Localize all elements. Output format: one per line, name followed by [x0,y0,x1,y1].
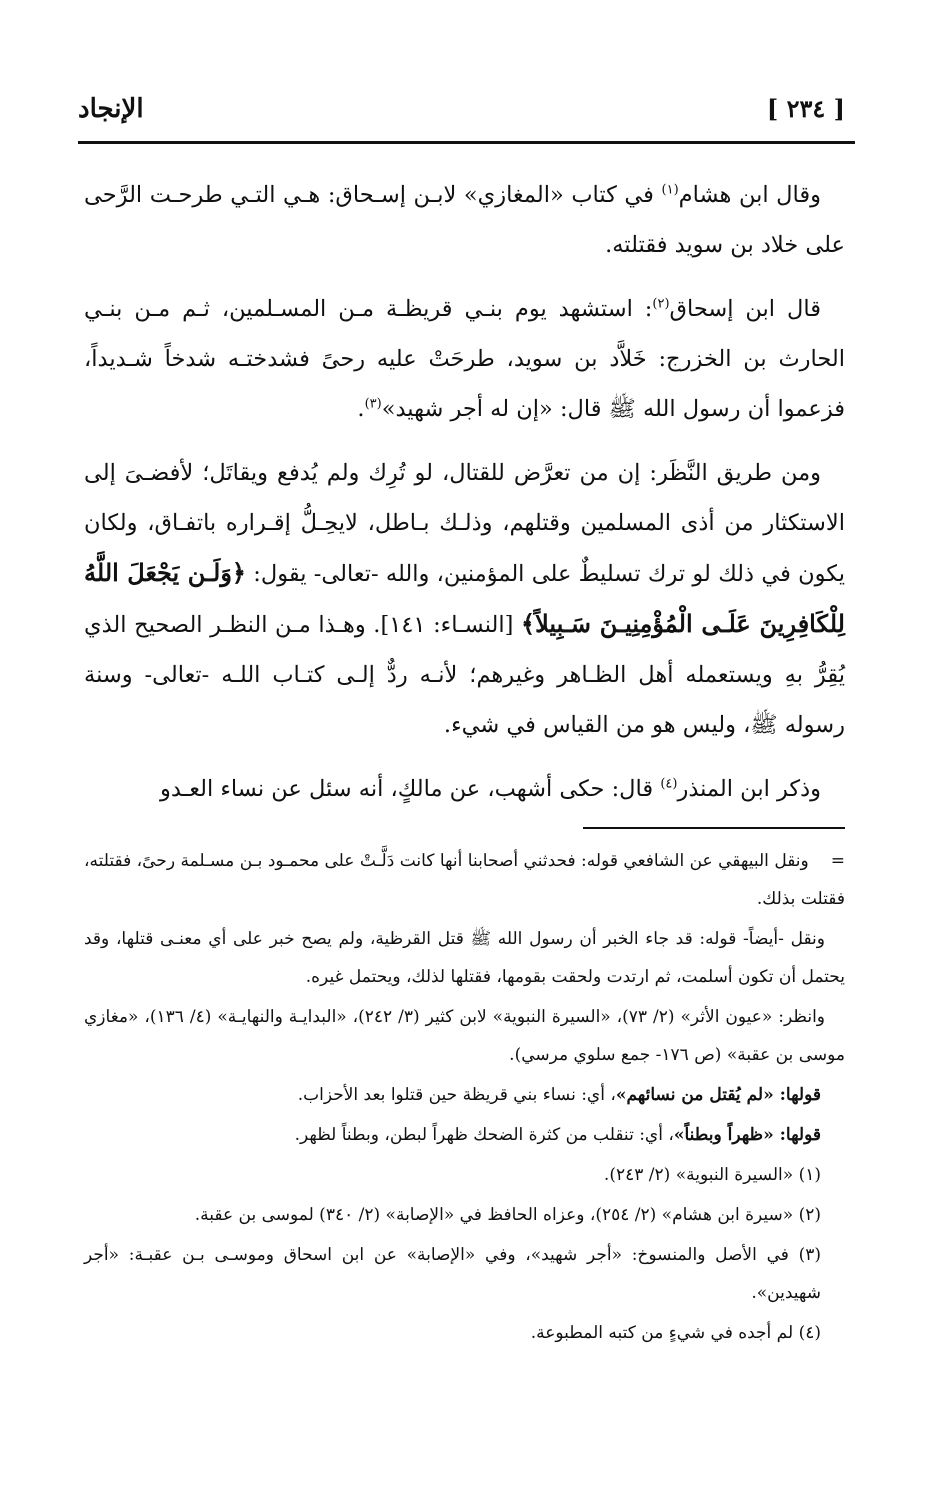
running-title: الإنجاد [78,94,144,124]
footnote-continued-3: وانظر: «عيون الأثر» (٢/ ٧٣)، «السيرة النبوية» لابن كثير (٣/ ٢٤٢)، «البدايـة والنهايـة» (٤/ ١٣٦)، «مغازي موسى بن عقبة» (ص ١٧٦- جمع سلوي مرسي). [84,1007,845,1065]
paragraph-1: وقال ابن هشام$^{(١)}$ في كتاب «المغازي» لابـن إسـحاق: هـي التـي طرحـت الرَّحى على خلاد بن سويد فقتلته. [84,182,845,258]
footnote-2: (٢) «سيرة ابن هشام» (٢/ ٢٥٤)، وعزاه الحافظ في «الإصابة» (٢/ ٣٤٠) لموسى بن عقبة. [194,1205,821,1225]
page-header [78,92,855,132]
footnote-4: (٤) لم أجده في شيءٍ من كتبه المطبوعة. [530,1323,821,1343]
book-page [78,0,855,1490]
paragraph-2: قال ابن إسحاق$^{(٢)}$: استشهد يوم بنـي قريظـة مـن المسـلمين، ثـم مـن بنـي الحارث بن الخزرج: خَلاَّد بن سويد، طرحَتْ عليه رحىً فشدختـه شدخاً شـديداً، فزعموا أن رسول الله ﷺ قال: «إن له أجر شهيد»$^{(٣)}$. [84,296,845,422]
main-text [84,170,845,828]
footnote-gloss-1: قولها: «لم يُقتل من نسائهم»، أي: نساء بني قريظة حين قتلوا بعد الأحزاب. [297,1085,821,1105]
footnote-3: (٣) في الأصل والمنسوخ: «أجر شهيد»، وفي «الإصابة» عن ابن اسحاق وموسـى بـن عقبـة: «أجر شهيدين». [84,1245,821,1303]
paragraph-3: ومن طريق النَّظَر: إن من تعرَّض للقتال، لو تُرِك ولم يُدفع ويقاتَل؛ لأفضـىَ إلى الاستكثار من أذى المسلمين وقتلهم، وذلـك بـاطل، لايحِـلُّ إقـراره باتفـاق، ولكان يكون في ذلك لو ترك تسليطٌ على المؤمنين، والله -تعالى- يقول: ﴿وَلَـن يَجْعَلَ اللَّهُ لِلْكَافِرِينَ عَلَـى الْمُؤْمِنِيـنَ سَـبِيلاً﴾ [النسـاء: ١٤١]. وهـذا مـن النظـر الصحيح الذي يُقِرُّ بهِ ويستعمله أهل الظـاهر وغيرهم؛ لأنـه ردٌّ إلـى كتـاب اللـه -تعالى- وسنة رسوله ﷺ، وليس هو من القياس في شيء. [84,460,845,738]
footnote-ref-3[interactable]: (٣) [364,396,382,412]
paragraph-4: وذكر ابن المنذر$^{(٤)}$ قال: حكى أشهب، عن مالكٍ، أنه سئل عن نساء العـدو [159,776,821,802]
page-number: [ ٢٣٤ ] [766,94,845,123]
footnote-ref-2[interactable]: (٢) [652,296,670,312]
footnotes [84,842,845,1354]
footnote-continued-2: ونقل -أيضاً- قوله: قد جاء الخبر أن رسول الله ﷺ قتل القرظية، ولم يصح خبر على أي معنـى قتلها، وقد يحتمل أن تكون أسلمت، ثم ارتدت ولحقت بقومها، فقتلها لذلك، ويحتمل غيره. [84,929,845,987]
header-rule [78,141,855,144]
footnote-continued: =ونقل البيهقي عن الشافعي قوله: فحدثني أصحابنا أنها كانت دَلَّـتْ على محمـود بـن مسـلمة رحىً، فقتلته، فقتلت بذلك. [84,842,845,918]
footnote-separator [583,827,845,829]
footnote-gloss-2: قولها: «ظهراً وبطناً»، أي: تنقلب من كثرة الضحك ظهراً لبطن، وبطناً لظهر. [294,1125,821,1145]
footnote-ref-4[interactable]: (٤) [660,776,678,792]
footnote-ref-1[interactable]: (١) [661,182,679,198]
continuation-mark: = [830,851,845,871]
quran-verse: ﴿وَلَـن يَجْعَلَ اللَّهُ لِلْكَافِرِينَ عَلَـى الْمُؤْمِنِيـنَ سَـبِيلاً﴾ [84,558,845,638]
footnote-1: (١) «السيرة النبوية» (٢/ ٢٤٣). [603,1165,821,1185]
